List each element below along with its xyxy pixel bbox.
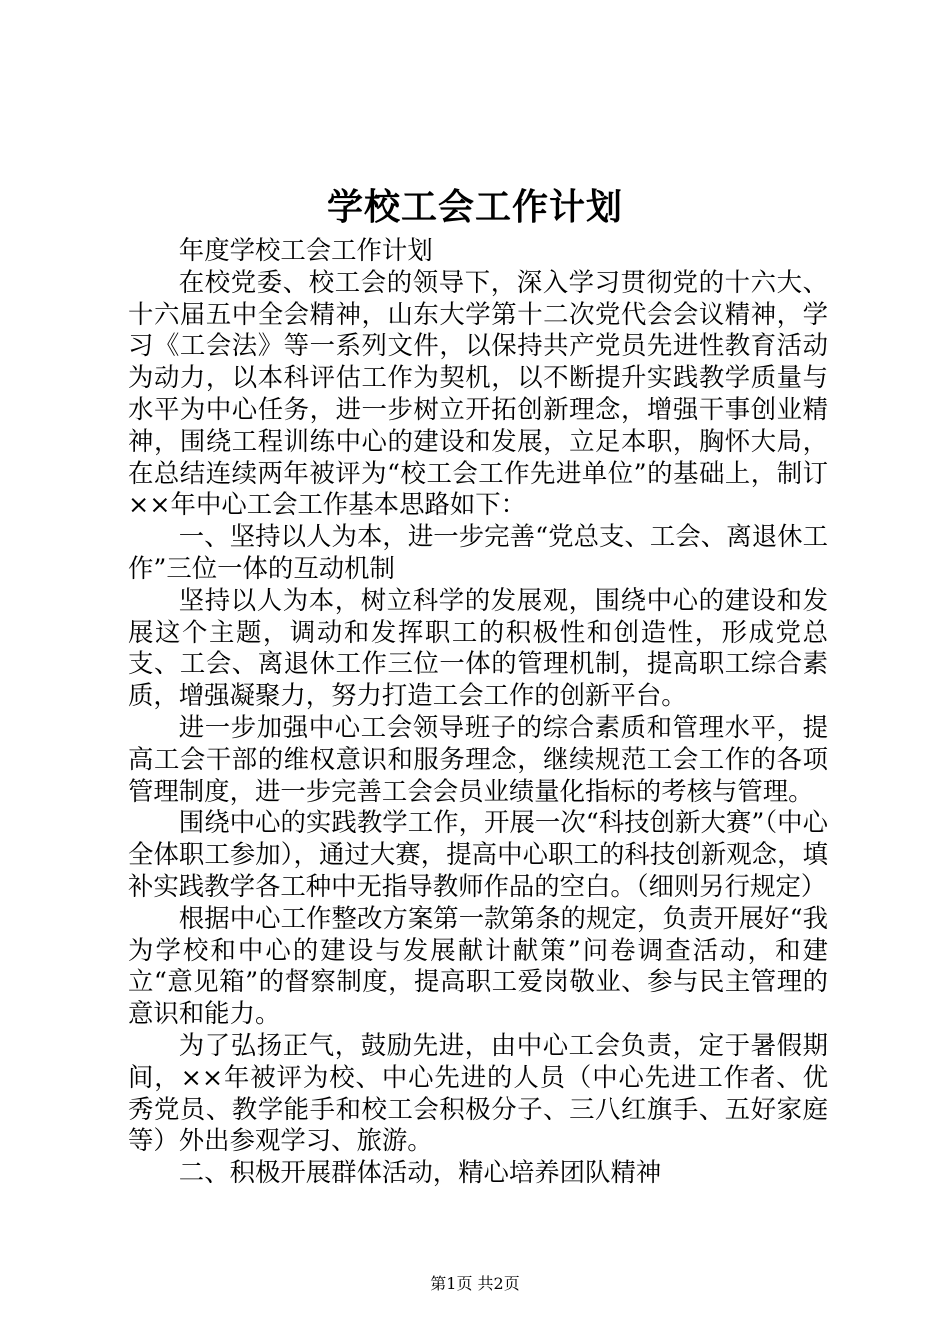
section-heading-2: 二、积极开展群体活动，精心培养团队精神 [178,1157,662,1188]
section-heading-1: 一、坚持以人为本，进一步完善“党总支、工会、离退休工作”三位一体的互动机制 [128,521,828,583]
paragraph: 为了弘扬正气，鼓励先进，由中心工会负责，定于暑假期间，××年被评为校、中心先进的人员（中心先进工作者、优秀党员、教学能手和校工会积极分子、三八红旗手、五好家庭等）外出参观学习、旅游。 [128,1029,828,1156]
paragraph: 围绕中心的实践教学工作，开展一次“科技创新大赛”（中心全体职工参加），通过大赛，提高中心职工的科技创新观念，填补实践教学各工种中无指导教师作品的空白。（细则另行规定） [128,807,828,901]
page-footer: 第1页 共2页 [430,1274,520,1293]
document-body [128,235,828,1189]
paragraph: 根据中心工作整改方案第一款第条的规定，负责开展好“我为学校和中心的建设与发展献计献策”问卷调查活动，和建立“意见箱”的督察制度，提高职工爱岗敬业、参与民主管理的意识和能力。 [128,902,828,1029]
paragraph-subtitle: 年度学校工会工作计划 [178,235,433,265]
paragraph: 坚持以人为本，树立科学的发展观，围绕中心的建设和发展这个主题，调动和发挥职工的积极性和创造性，形成党总支、工会、离退休工作三位一体的管理机制，提高职工综合素质，增强凝聚力，努力打造工会工作的创新平台。 [128,584,828,711]
paragraph-intro: 在校党委、校工会的领导下，深入学习贯彻党的十六大、十六届五中全会精神，山东大学第十二次党代会会议精神，学习《工会法》等一系列文件，以保持共产党员先进性教育活动为动力，以本科评估工作为契机，以不断提升实践教学质量与水平为中心任务，进一步树立开拓创新理念，增强干事创业精神，围绕工程训练中心的建设和发展，立足本职，胸怀大局，在总结连续两年被评为“校工会工作先进单位”的基础上，制订××年中心工会工作基本思路如下： [128,266,828,520]
paragraph: 进一步加强中心工会领导班子的综合素质和管理水平，提高工会干部的维权意识和服务理念，继续规范工会工作的各项管理制度，进一步完善工会会员业绩量化指标的考核与管理。 [128,711,828,806]
document-title: 学校工会工作计划 [326,186,623,228]
